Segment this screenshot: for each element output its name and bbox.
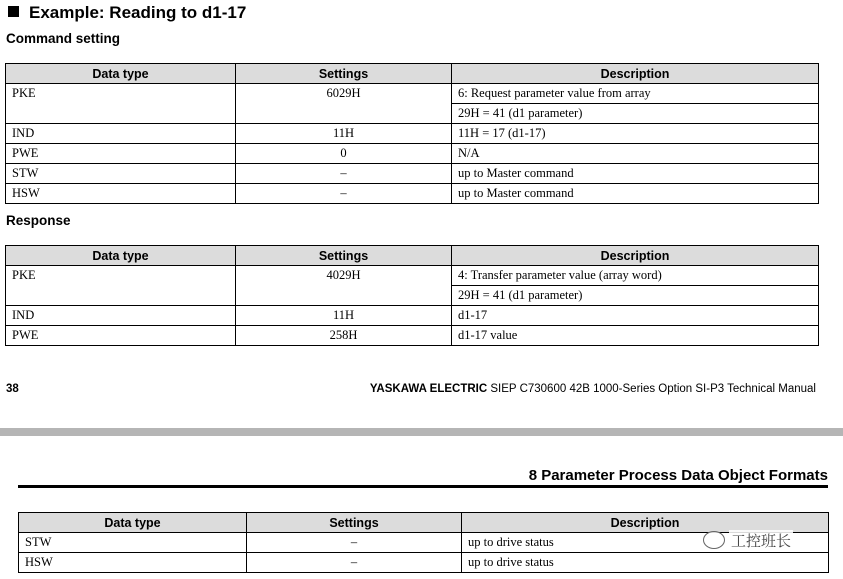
cell-desc: 6: Request parameter value from array [452, 84, 819, 104]
table-row [19, 553, 829, 573]
col-header-data-type: Data type [6, 246, 236, 266]
example-title: Example: Reading to d1-17 [29, 3, 247, 22]
cell-type: STW [6, 164, 236, 184]
watermark-text: 工控班长 [729, 530, 793, 551]
cell-type: STW [19, 533, 247, 553]
cell-setting: 0 [236, 144, 452, 164]
table-row [6, 164, 819, 184]
table-header-row [19, 513, 829, 533]
command-table [5, 63, 819, 204]
col-header-settings: Settings [247, 513, 462, 533]
response-label: Response [6, 213, 71, 228]
response-table [5, 245, 819, 346]
cell-type: IND [6, 306, 236, 326]
table-row [6, 326, 819, 346]
cell-setting: 11H [236, 124, 452, 144]
cell-setting: 258H [236, 326, 452, 346]
cell-type: PWE [6, 144, 236, 164]
cell-desc: N/A [452, 144, 819, 164]
col-header-description: Description [452, 64, 819, 84]
table-row [6, 144, 819, 164]
cell-desc: d1-17 [452, 306, 819, 326]
cell-desc: 29H = 41 (d1 parameter) [452, 104, 819, 124]
col-header-data-type: Data type [6, 64, 236, 84]
col-header-settings: Settings [236, 246, 452, 266]
cell-type: PKE [6, 84, 236, 124]
cell-desc: up to drive status [462, 553, 829, 573]
wechat-icon [703, 531, 725, 549]
square-bullet-icon [8, 6, 19, 17]
cell-desc: 11H = 17 (d1-17) [452, 124, 819, 144]
cell-desc: up to drive status [462, 533, 829, 553]
table-header-row [6, 64, 819, 84]
cell-setting: 4029H [236, 266, 452, 306]
table-row [6, 306, 819, 326]
command-setting-label: Command setting [6, 31, 121, 46]
table-row [6, 184, 819, 204]
cell-type: IND [6, 124, 236, 144]
cell-setting: 6029H [236, 84, 452, 124]
table-row [6, 84, 819, 104]
cell-type: HSW [6, 184, 236, 204]
cell-desc: 29H = 41 (d1 parameter) [452, 286, 819, 306]
table-row [6, 266, 819, 286]
col-header-description: Description [452, 246, 819, 266]
col-header-data-type: Data type [19, 513, 247, 533]
section-rule [18, 485, 828, 488]
footer-doc-title: SIEP C730600 42B 1000-Series Option SI-P3 Technical Manual [490, 383, 816, 395]
cell-setting: – [247, 553, 462, 573]
page-separator [0, 428, 843, 436]
cell-type: PKE [6, 266, 236, 306]
col-header-settings: Settings [236, 64, 452, 84]
cell-desc: up to Master command [452, 164, 819, 184]
cell-type: HSW [19, 553, 247, 573]
footer-doc-line [370, 383, 816, 395]
example-heading [8, 3, 246, 23]
cell-desc: up to Master command [452, 184, 819, 204]
cell-desc: d1-17 value [452, 326, 819, 346]
table-row [6, 124, 819, 144]
cell-desc: 4: Transfer parameter value (array word) [452, 266, 819, 286]
col-header-description: Description [462, 513, 829, 533]
section-title: 8 Parameter Process Data Object Formats [528, 467, 828, 484]
cell-setting: – [236, 184, 452, 204]
cell-setting: – [236, 164, 452, 184]
cell-setting: – [247, 533, 462, 553]
cell-setting: 11H [236, 306, 452, 326]
cell-type: PWE [6, 326, 236, 346]
page-number: 38 [6, 383, 19, 395]
table-header-row [6, 246, 819, 266]
footer-brand: YASKAWA ELECTRIC [369, 383, 488, 395]
